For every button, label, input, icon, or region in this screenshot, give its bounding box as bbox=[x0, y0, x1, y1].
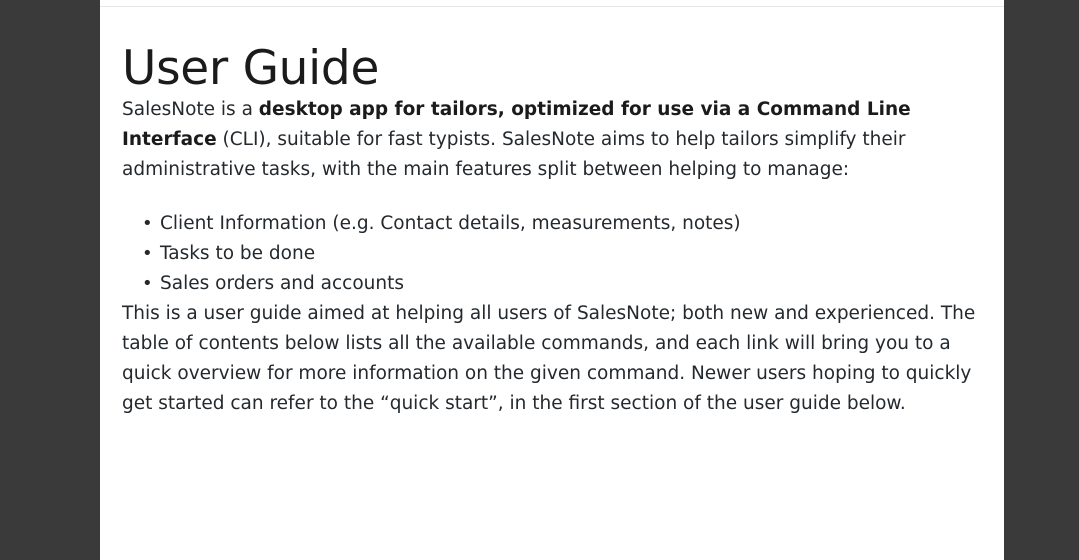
list-item: • Tasks to be done bbox=[160, 239, 1002, 269]
intro-bold-phrase: desktop app for tailors, optimized for use via a Command Line Interface bbox=[122, 98, 911, 150]
list-item: • Client Information (e.g. Contact details, measurements, notes) bbox=[160, 209, 1002, 239]
document-page bbox=[100, 0, 1004, 560]
second-paragraph: This is a user guide aimed at helping all users of SalesNote; both new and experienced. The table of contents below lists all the available commands, and each link will bring you to a quick overview for more information on the given command. Newer users hoping to quickly get started can refer to the “quick start”, in the first section of the user guide below. bbox=[122, 302, 976, 414]
document-content bbox=[122, 7, 1002, 419]
feature-list bbox=[122, 209, 1002, 299]
intro-lead-text: SalesNote is a bbox=[122, 98, 259, 120]
intro-paragraph bbox=[122, 95, 984, 185]
intro-tail-text: (CLI), suitable for fast typists. SalesNote aims to help tailors simplify their administrative tasks, with the main features split between helping to manage: bbox=[122, 128, 906, 180]
list-item: • Sales orders and accounts bbox=[160, 269, 1002, 299]
page-title: User Guide bbox=[122, 41, 380, 96]
